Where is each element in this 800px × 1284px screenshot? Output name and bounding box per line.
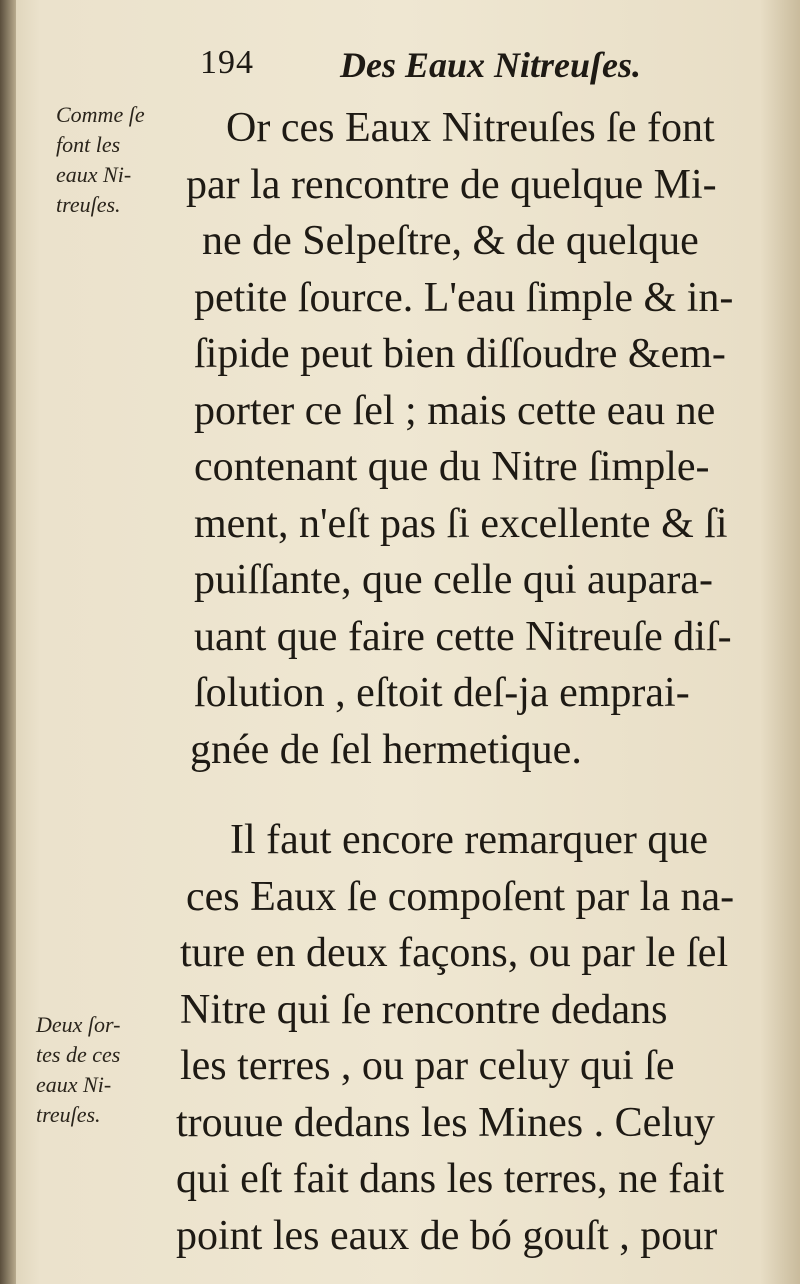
text-line: Nitre qui ſe rencontre dedans — [180, 986, 668, 1033]
margin-note-line: eaux Ni- — [56, 162, 132, 187]
text-line: ces Eaux ſe compoſent par la na- — [186, 873, 735, 920]
text-line: uant que faire cette Nitreuſe diſ- — [194, 613, 732, 660]
text-line: petite ſource. L'eau ſimple & in- — [194, 274, 734, 321]
text-line: ment, n'eſt pas ſi excellente & ſi — [194, 500, 728, 547]
text-line: gnée de ſel hermetique. — [190, 726, 582, 773]
margin-note-line: treuſes. — [56, 192, 121, 217]
margin-note — [56, 100, 186, 220]
text-line: par la rencontre de quelque Mi- — [186, 161, 717, 208]
text-line: puiſſante, que celle qui aupara- — [194, 557, 713, 603]
body-text — [170, 100, 770, 1264]
margin-note — [36, 1010, 176, 1130]
text-line: les terres , ou par celuy qui ſe — [180, 1043, 675, 1089]
text-line: contenant que du Nitre ſimple- — [194, 444, 710, 490]
text-line: ſipide peut bien diſſoudre &em- — [194, 331, 726, 377]
text-line: Il faut encore remarquer que — [230, 817, 709, 863]
margin-note-line: treuſes. — [36, 1102, 101, 1127]
page-number: 194 — [200, 44, 254, 81]
text-line: Or ces Eaux Nitreuſes ſe font — [226, 105, 715, 151]
text-line: ne de Selpeſtre, & de quelque — [202, 218, 699, 264]
margin-note-line: Deux ſor- — [36, 1012, 121, 1037]
book-gutter — [0, 0, 16, 1284]
text-line: point les eaux de bó gouſt , pour — [176, 1212, 718, 1259]
text-line: porter ce ſel ; mais cette eau ne — [194, 387, 716, 434]
paragraph — [170, 100, 770, 778]
text-line: trouue dedans les Mines . Celuy — [176, 1099, 715, 1146]
margin-note-line: font les — [56, 132, 121, 157]
margin-note-line: Comme ſe — [56, 102, 145, 127]
text-line: qui eſt fait dans les terres, ne fait — [176, 1156, 725, 1202]
text-line: ture en deux façons, ou par le ſel — [180, 930, 729, 976]
page-header — [200, 44, 720, 88]
paragraph — [170, 812, 770, 1264]
margin-note-line: tes de ces — [36, 1042, 121, 1067]
text-line: ſolution , eſtoit deſ-ja emprai- — [194, 670, 690, 716]
margin-note-line: eaux Ni- — [36, 1072, 112, 1097]
running-title: Des Eaux Nitreuſes. — [340, 45, 642, 85]
